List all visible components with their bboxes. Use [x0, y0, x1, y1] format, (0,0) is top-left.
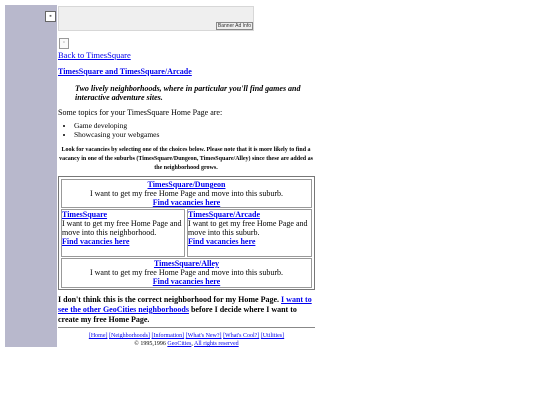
suburb-cell-dungeon — [61, 179, 312, 208]
suburb-cell-alley — [61, 258, 312, 288]
find-vacancies-link[interactable]: Find vacancies here — [152, 198, 221, 207]
section-title-link[interactable]: TimesSquare and TimesSquare/Arcade — [58, 67, 192, 76]
suburb-text: I want to get my free Home Page and move into this suburb. — [89, 268, 284, 277]
footer-link-whats-cool[interactable]: [What's Cool?] — [223, 333, 260, 339]
topics-list — [58, 121, 159, 139]
back-to-timessquare-link[interactable]: Back to TimesSquare — [58, 50, 131, 60]
suburb-cell-arcade — [187, 209, 312, 257]
list-item: • Showcasing your webgames — [74, 130, 159, 139]
suburb-text: I want to get my free Home Page and move into this suburb. — [89, 189, 284, 198]
sidebar-image-icon[interactable]: ▪ — [45, 11, 56, 22]
suburb-cell-timessquare — [61, 209, 185, 257]
wrong-neighborhood-text: I don't think this is the correct neighborhood for my Home Page. I want to see the other GeoCities neighborhoods before I decide where I want to create my free Home Page. — [58, 295, 312, 324]
banner-ad[interactable] — [58, 6, 254, 31]
all-rights-reserved-link[interactable]: All rights reserved — [194, 341, 239, 347]
footer-link-neighborhoods[interactable]: [Neighborhoods] — [109, 333, 150, 339]
footer-link-utilities[interactable]: [Utilities] — [260, 333, 285, 339]
find-vacancies-link[interactable]: Find vacancies here — [152, 277, 221, 286]
suburb-table — [58, 176, 315, 290]
suburb-text: I want to get my free Home Page and move into this suburb. — [188, 219, 308, 237]
topics-intro: Some topics for your TimesSquare Home Page are: — [58, 108, 223, 117]
suburb-link-timessquare[interactable]: TimesSquare — [62, 210, 108, 219]
footer-link-home[interactable]: [Home] — [88, 333, 108, 339]
suburb-link-arcade[interactable]: TimesSquare/Arcade — [188, 210, 261, 219]
banner-ad-info-link[interactable]: Banner Ad Info — [217, 23, 251, 29]
footer-link-whats-new[interactable]: [What's New?] — [185, 333, 222, 339]
vacancy-instruction: Look for vacancies by selecting one of the choices below. Please note that it is more likely to find a vacancy in one of the suburbs (TimesSquare/Dungeon, TimesSquare/Alley) since these are added as the neighborhood grows. — [59, 147, 313, 171]
suburb-link-dungeon[interactable]: TimesSquare/Dungeon — [147, 180, 226, 189]
find-vacancies-link[interactable]: Find vacancies here — [62, 237, 130, 246]
copyright: © 1995,1996 GeoCities, All rights reserved — [134, 341, 239, 347]
footer-link-information[interactable]: [Information] — [151, 333, 185, 339]
suburb-link-alley[interactable]: TimesSquare/Alley — [153, 259, 220, 268]
left-sidebar — [5, 5, 57, 347]
footer-nav — [58, 332, 315, 340]
other-neighborhoods-link[interactable]: I want to see the other GeoCities neighborhoods — [58, 295, 312, 314]
list-item: • Game developing — [74, 121, 159, 130]
broken-image-icon: ▫ — [59, 38, 69, 49]
intro-text: Two lively neighborhoods, where in particular you'll find games and interactive adventure sites. — [75, 84, 301, 102]
geocities-link[interactable]: GeoCities — [167, 341, 192, 347]
footer-divider — [58, 327, 315, 328]
suburb-text: I want to get my free Home Page and move into this neighborhood. — [62, 219, 182, 237]
find-vacancies-link[interactable]: Find vacancies here — [188, 237, 256, 246]
